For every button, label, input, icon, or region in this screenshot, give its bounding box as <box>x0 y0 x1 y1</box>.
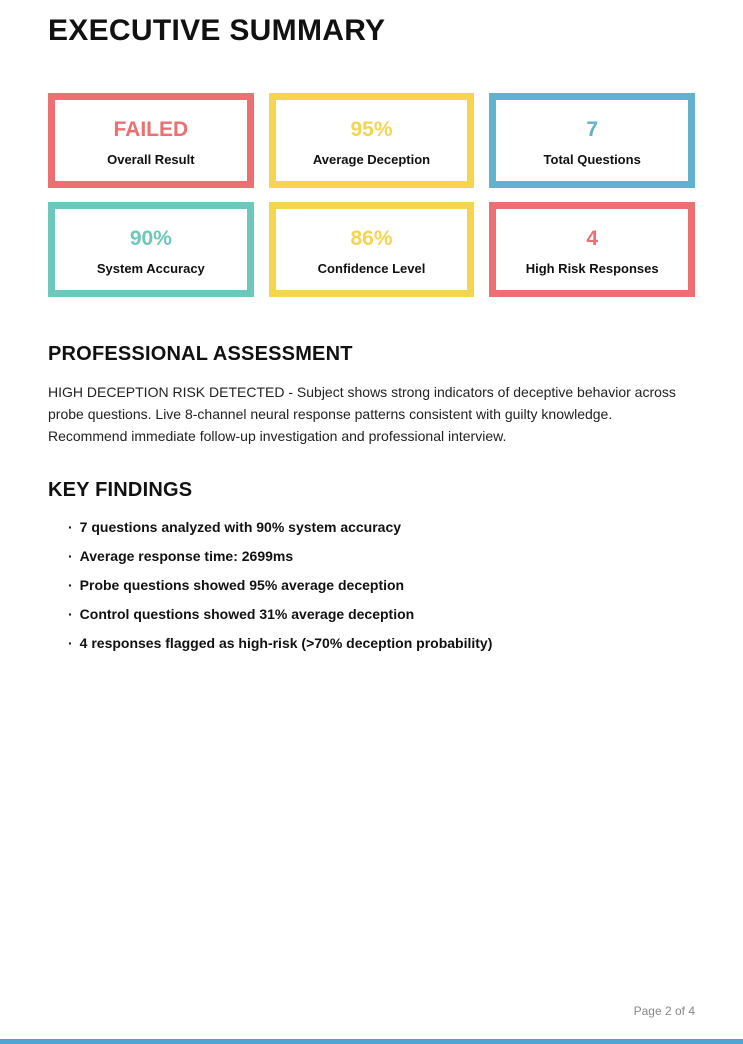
finding-text: 4 responses flagged as high-risk (>70% deception probability) <box>79 635 493 651</box>
stat-value: 4 <box>586 227 598 251</box>
key-findings-list <box>48 518 695 653</box>
stat-value: 7 <box>586 118 598 142</box>
assessment-heading: PROFESSIONAL ASSESSMENT <box>48 343 353 365</box>
finding-item <box>68 634 695 653</box>
stat-card-total-questions <box>489 93 695 188</box>
stat-card-system-accuracy <box>48 202 254 297</box>
finding-text: Average response time: 2699ms <box>79 548 294 564</box>
stat-card-confidence-level <box>269 202 475 297</box>
stat-value: FAILED <box>113 118 189 142</box>
stat-value: 86% <box>350 227 393 251</box>
bullet-glyph: · <box>68 519 73 535</box>
stat-value: 95% <box>350 118 393 142</box>
stat-label: Overall Result <box>107 151 195 167</box>
stat-label: Total Questions <box>543 151 641 167</box>
stat-card-grid <box>48 93 695 297</box>
key-findings-heading: KEY FINDINGS <box>48 479 193 501</box>
stat-label: Confidence Level <box>317 260 426 276</box>
finding-item <box>68 518 695 537</box>
stat-label: Average Deception <box>312 151 431 167</box>
stat-label: System Accuracy <box>96 260 205 276</box>
finding-item <box>68 576 695 595</box>
bullet-glyph: · <box>68 577 73 593</box>
finding-text: 7 questions analyzed with 90% system accuracy <box>79 519 402 535</box>
finding-text: Control questions showed 31% average deception <box>79 606 415 622</box>
bullet-glyph: · <box>68 635 73 651</box>
stat-label: High Risk Responses <box>525 260 659 276</box>
stat-value: 90% <box>129 227 172 251</box>
bullet-glyph: · <box>68 548 73 564</box>
finding-item <box>68 605 695 624</box>
assessment-body-text: HIGH DECEPTION RISK DETECTED - Subject shows strong indicators of deceptive behavior across probe questions. Live 8-channel neural response patterns consistent with guilty knowledge. Recommend immediate follow-up investigation and professional interview. <box>48 384 676 444</box>
stat-card-average-deception <box>269 93 475 188</box>
bullet-glyph: · <box>68 606 73 622</box>
finding-item <box>68 547 695 566</box>
stat-card-overall-result <box>48 93 254 188</box>
footer-accent-bar <box>0 1039 743 1044</box>
stat-card-high-risk-responses <box>489 202 695 297</box>
finding-text: Probe questions showed 95% average deception <box>79 577 405 593</box>
page-title: EXECUTIVE SUMMARY <box>48 14 386 47</box>
page-number: Page 2 of 4 <box>633 1004 695 1018</box>
